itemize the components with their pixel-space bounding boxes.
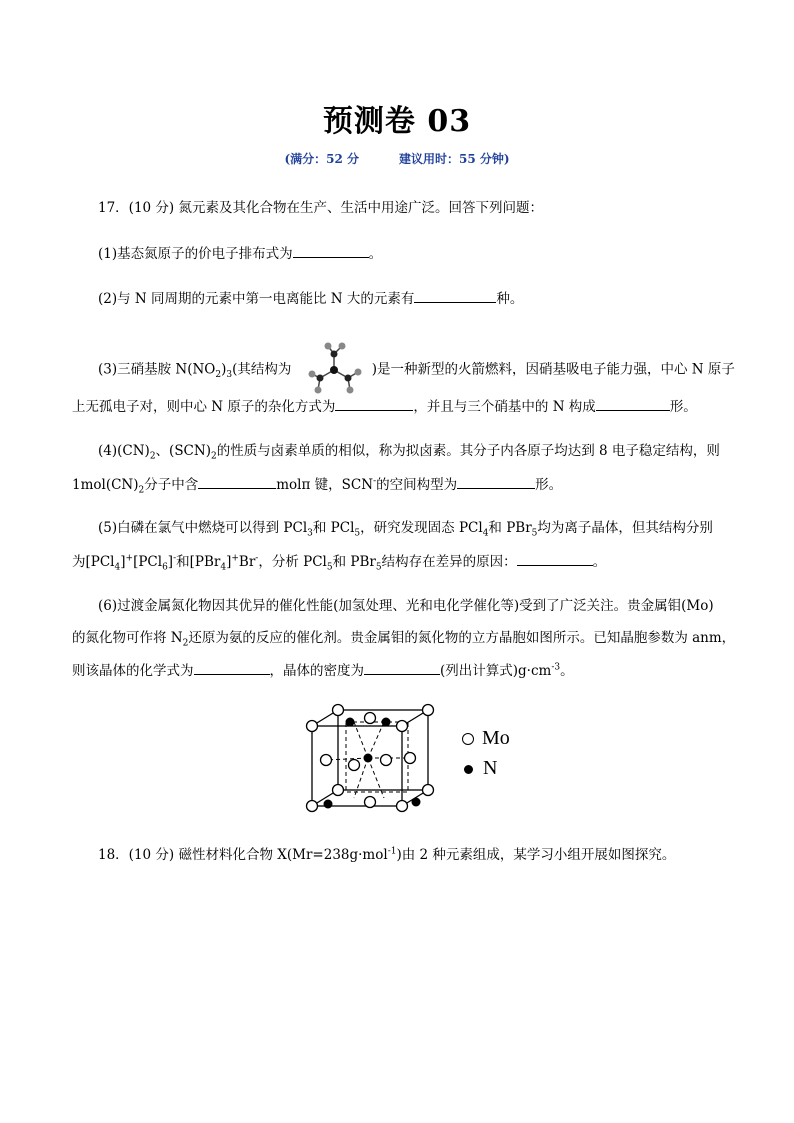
answer-blank: [364, 660, 440, 675]
filled-circle-icon: [464, 765, 473, 774]
q17-part1: (1)基态氮原子的价电子排布式为 。: [98, 243, 758, 264]
exam-meta: [0, 150, 794, 167]
answer-blank: [596, 396, 670, 411]
q17-part3-line1: (3)三硝基胺 $N(NO_2)_3$(其结构为 )是一种新型的火箭燃料，因硝基吸电子能力强，中心 N 原子: [98, 340, 758, 400]
legend-n: N: [462, 757, 497, 780]
open-circle-icon: [462, 733, 474, 745]
answer-blank: [198, 474, 276, 489]
answer-blank: [457, 474, 535, 489]
answer-blank: [517, 551, 593, 566]
answer-blank: [293, 243, 369, 258]
q17-part2: (2)与 N 同周期的元素中第一电离能比 N 大的元素有 种。: [98, 288, 758, 309]
q17-part3-line2: 上无孤电子对，则中心 N 原子的杂化方式为 ，并且与三个硝基中的 N 构成 形。: [72, 396, 732, 417]
q17-part6-line2: 的氮化物可作将 $N_2$还原为氨的反应的催化剂。贵金属钼的氮化物的立方晶胞如图所示。已知晶胞参数为 anm，: [72, 630, 736, 649]
legend-mo: Mo: [462, 727, 510, 750]
q17-part6-line1: (6)过渡金属氮化物因其优异的催化性能(加氢处理、光和电化学催化等)受到了广泛关注。贵金属钼(Mo): [98, 598, 714, 614]
page-title: 预测卷 03: [322, 104, 472, 139]
q17-part4-line1: $(4)(CN)_2$、$(SCN)_2$的性质与卤素单质的相似，称为拟卤素。其分子内各原子均达到 8 电子稳定结构，则: [98, 443, 720, 462]
answer-blank: [414, 288, 496, 303]
q17-part6-line3: 则该晶体的化学式为 ，晶体的密度为 (列出计算式)$g\cdot cm^{-3}$。: [72, 660, 732, 681]
q17-part5-line1: (5)白磷在氯气中燃烧可以得到 PCl$_3$和 PCl$_5$，研究发现固态 PCl$_4$和 PBr$_5$均为离子晶体，但其结构分别: [98, 520, 713, 539]
q17-intro: 17．(10 分) 氮元素及其化合物在生产、生活中用途广泛。回答下列问题：: [98, 200, 543, 216]
q17-part4-line2: $1mol(CN)_2$分子中含 molπ 键，SCN-的空间构型为 形。: [72, 474, 732, 495]
q18-intro: 18．(10 分) 磁性材料化合物 X(Mr=238g·mol$^{-1}$)由 2 种元素组成，某学习小组开展如图探究。: [98, 846, 676, 863]
suggested-time: 建议用时：55 分钟): [399, 152, 510, 166]
full-score: (满分：52 分: [284, 152, 359, 166]
answer-blank: [335, 396, 413, 411]
molybdenum-nitride-unit-cell-diagram: [300, 700, 440, 818]
q17-part5-line2: 为[PCl$_4$]+[PCl$_6$]-和[PBr$_4$]+Br-，分析 PCl$_5$和 PBr$_5$结构存在差异的原因： 。: [72, 551, 732, 572]
answer-blank: [194, 660, 270, 675]
trinitramide-structure-image: [298, 340, 370, 400]
